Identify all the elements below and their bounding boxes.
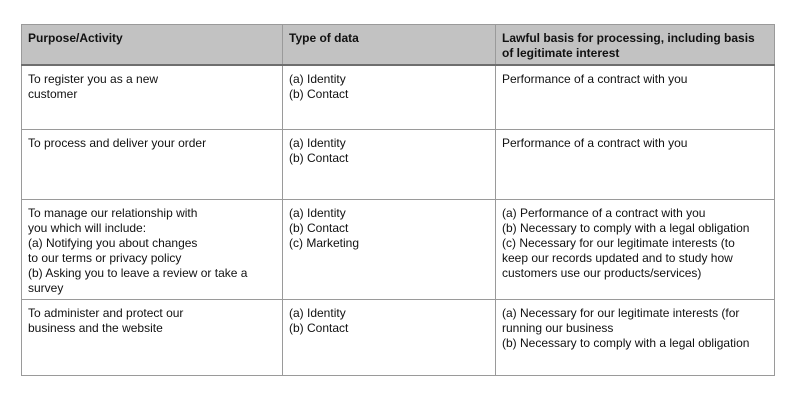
table-row	[22, 65, 775, 130]
cell-data-type: (a) Identity (b) Contact	[283, 300, 496, 376]
cell-data-type: (a) Identity (b) Contact	[283, 65, 496, 130]
header-lawful-basis: Lawful basis for processing, including basis of legitimate interest	[496, 25, 775, 65]
cell-purpose: To register you as a new customer	[22, 65, 283, 130]
cell-lawful-basis: Performance of a contract with you	[496, 130, 775, 200]
table-header-row	[22, 25, 775, 65]
header-purpose: Purpose/Activity	[22, 25, 283, 65]
cell-lawful-basis: (a) Performance of a contract with you (b) Necessary to comply with a legal obligation (c) Necessary for our legitimate interests (to keep our records updated and to study how customers use our products/services)	[496, 200, 775, 300]
lawful-basis-table	[21, 24, 775, 376]
cell-data-type: (a) Identity (b) Contact	[283, 130, 496, 200]
table-row	[22, 300, 775, 376]
cell-purpose: To administer and protect our business and the website	[22, 300, 283, 376]
cell-data-type: (a) Identity (b) Contact (c) Marketing	[283, 200, 496, 300]
table-row	[22, 200, 775, 300]
table-row	[22, 130, 775, 200]
cell-lawful-basis: Performance of a contract with you	[496, 65, 775, 130]
cell-lawful-basis: (a) Necessary for our legitimate interests (for running our business (b) Necessary to comply with a legal obligation	[496, 300, 775, 376]
cell-purpose: To process and deliver your order	[22, 130, 283, 200]
header-data-type: Type of data	[283, 25, 496, 65]
cell-purpose: To manage our relationship with you which will include: (a) Notifying you about changes to our terms or privacy policy (b) Asking you to leave a review or take a survey	[22, 200, 283, 300]
